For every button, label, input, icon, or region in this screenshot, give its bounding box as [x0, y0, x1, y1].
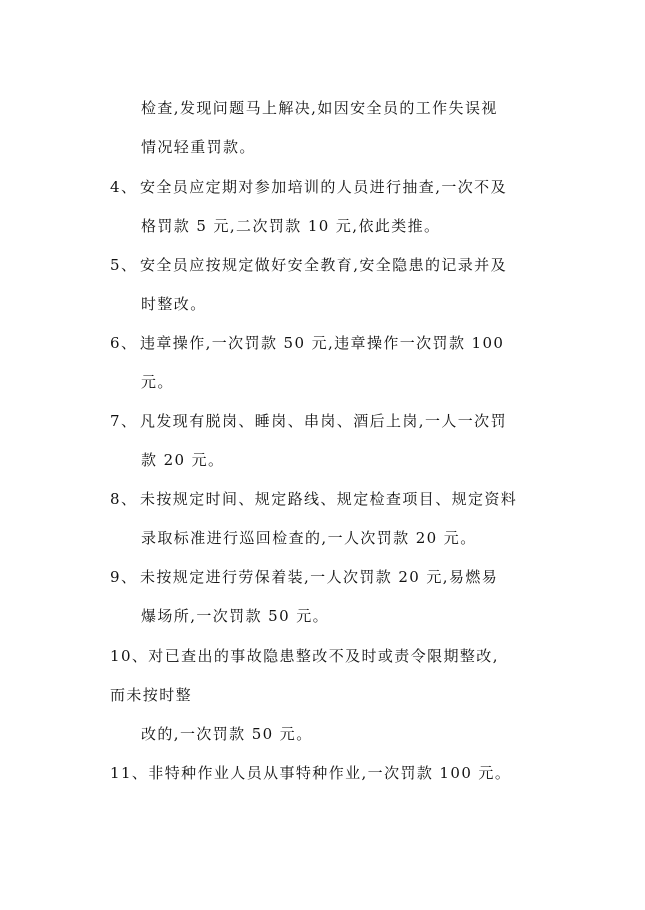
item-number-11: 11、 [110, 764, 149, 782]
item-10-line-2: 而未按时整 [110, 686, 193, 704]
item-number-9: 9、 [110, 568, 138, 586]
item-number-8: 8、 [110, 490, 138, 508]
item-9-line-2: 爆场所,一次罚款 50 元。 [141, 607, 329, 625]
item-number-10: 10、 [110, 647, 149, 665]
item-5-text: 安全员应按规定做好安全教育,安全隐患的记录并及 [140, 256, 507, 274]
item-8-line-1 [110, 489, 517, 509]
item-10-line-1 [110, 646, 499, 666]
text-line-1: 检查,发现问题马上解决,如因安全员的工作失误视 [141, 99, 498, 117]
item-5-line-2: 时整改。 [141, 295, 207, 313]
item-6-line-1 [110, 333, 504, 353]
item-11-line-1 [110, 763, 511, 783]
item-8-line-2: 录取标准进行巡回检查的,一人次罚款 20 元。 [141, 529, 477, 547]
text-line-2: 情况轻重罚款。 [141, 138, 256, 156]
item-4-text: 安全员应定期对参加培训的人员进行抽查,一次不及 [140, 178, 507, 196]
item-6-text: 违章操作,一次罚款 50 元,违章操作一次罚款 100 [140, 334, 505, 352]
item-11-text: 非特种作业人员从事特种作业,一次罚款 100 元。 [148, 764, 512, 782]
item-7-line-2: 款 20 元。 [141, 451, 225, 469]
item-7-line-1 [110, 411, 507, 431]
item-4-line-1 [110, 177, 507, 197]
item-number-6: 6、 [110, 334, 138, 352]
item-5-line-1 [110, 255, 507, 275]
item-6-line-2: 元。 [141, 373, 174, 391]
item-9-text: 未按规定进行劳保着装,一人次罚款 20 元,易燃易 [140, 568, 499, 586]
item-4-line-2: 格罚款 5 元,二次罚款 10 元,依此类推。 [141, 217, 441, 235]
item-9-line-1 [110, 567, 498, 587]
item-number-5: 5、 [110, 256, 138, 274]
item-number-7: 7、 [110, 412, 138, 430]
item-8-text: 未按规定时间、规定路线、规定检查项目、规定资料 [140, 490, 518, 508]
item-7-text: 凡发现有脱岗、睡岗、串岗、酒后上岗,一人一次罚 [140, 412, 507, 430]
item-10-line-3: 改的,一次罚款 50 元。 [141, 725, 313, 743]
item-10-text: 对已查出的事故隐患整改不及时或责令限期整改, [148, 647, 499, 665]
item-number-4: 4、 [110, 178, 138, 196]
